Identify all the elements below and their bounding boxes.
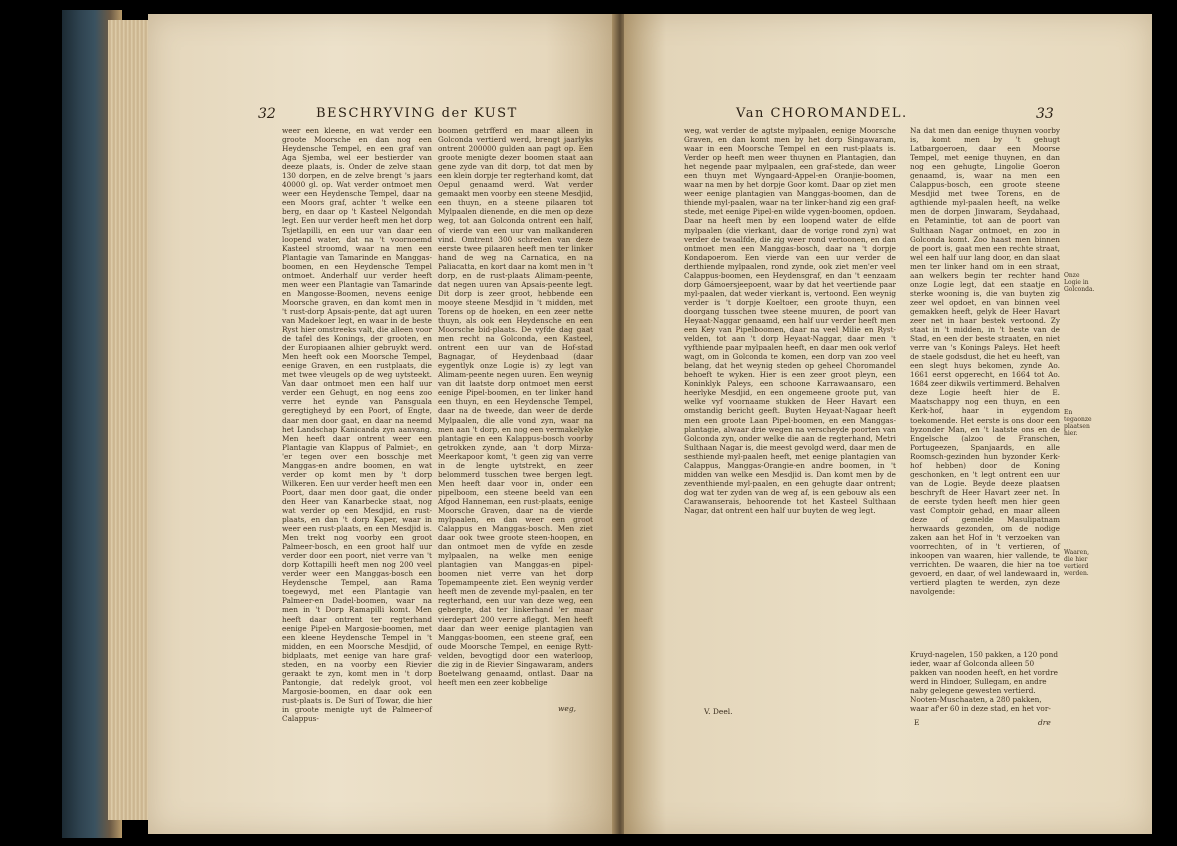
margin-note-1: Onze Logie in Golconda. bbox=[1064, 272, 1095, 293]
left-catchword: weg, bbox=[558, 704, 577, 713]
right-column-2 bbox=[910, 126, 1060, 646]
page-edges bbox=[108, 20, 150, 820]
left-column-2-text: boomen getrfferd en maar alleen in Golconda vertierd werd, brengt jaarlyks ontrent 200000 gulden aan pagt op. Een groote menigte dezer boomen staat aan gene zyde van dit dorp, tot dat men by een klein dorpje ter regterhand komt, dat Oepul genaamd werd. Wat verder gemaakt men voorby een steene Mesdjid, een thuyn, en a steene pilaaren tot Mylpaalen dienende, en die men op deze weg, tot aan Golconda ontrent een half, of vierde van een uur van malkanderen vind. Omtrent 300 schreden van deze eerste twee pilaaren heeft men ter linker hand de weg na Carnatica, en na Paliacatta, en kort daar na komt men in 't dorp, en de rust-plaats Alimam-peente, dat negen uuren van Apsais-peente legt. Dit dorp is zeer groot, hebbende een mooye steene Mesdjid in 't midden, met Torens op de hoeken, en een zeer nette thuyn, als ook een Heydensche en een Moorsche bid-plaats. De vyfde dag gaat men recht na Golconda, een Kasteel, ontrent een uur van de Hof-stad Bagnagar, of Heydenbaad (daar eygentlyk onze Logie is) zy legt van Alimam-peente negen uuren. Een weynig van dit laatste dorp ontmoet men eerst eenige Pipel-boomen, en ter linker hand een thuyn, en een Heydensche Tempel, daar na de tweede, dan weer de derde Mylpaalen, die alle vond zyn, waar na men aan 't dorp, en nog een vermakelyke plantagie en een Kalappus-bosch voorby getrokken zynde, aan 't dorp Mirza-Meerkapoor komt, 't geen zig van verre in de lengte uytstrekt, en zeer belommerd tusschen twee bergen legt. Men heeft daar voor in, onder een pipelboom, een steene beeld van een Afgod Hanneman, een rust-plaats, eenige Moorsche Graven, daar na de vierde mylpaalen, en dan weer een groot Calappus en Manggas-bosch. Men ziet daar ook twee groote steen-hoopen, en dan ontmoet men de vyfde en zesde mylpaalen, na welke men eenige plantagien van Manggas-en pipel-boomen niet verre van het dorp Topemampeente ziet. Een weynig verder heeft men de zevende myl-paalen, en ter regterhand, een uur van deze weg, een gebergte, dat ter linkerhand 'er maar vierdepart 200 verre afleggt. Men heeft daar dan weer eenige plantagien van Manggas-boomen, een steene graf, een oude Moorsche Tempel, en eenige Rytt-velden, bevogtigd door een waterloop, die zig in de Rievier Singawaram, anders Boetelwang genaamd, ontlast. Daar na heeft men een zeer kobbelige bbox=[438, 126, 593, 687]
right-column-2-text: Na dat men dan eenige thuynen voorby is, komt men by 't gehugt Latbargoeroen, daar een Moorse Tempel, met eenige thuynen, en dan nog een gehugte, Lingolie Goeron genaamd, is, waar na men een Calappus-bosch, een groote steene Mesdjid met twee Torens, en de agthiende myl-paalen heeft, na welke men de dorpen Jinwaram, Seydahaad, en Petamintie, tot aan de poort van Sulthaan Nagar ontmoet, en zoo in Golconda komt. Zoo haast men binnen de poort is, gaat men een rechte straat, wel een half uur lang door, en dan slaat men ter linker hand om in een straat, aan welkers begin ter rechter hand onze Logie legt, dat een staatje en sterke wooning is, die van buyten zig zeer wel opdoet, en van binnen veel gemakken heeft, gelyk de Heer Havart zeer net in haar bestek vertoond. Zy staat in 't midden, in 't beste van de Stad, en een der beste straaten, en niet verre van 's Konings Paleys. Het heeft de staele godsdust, die het eu heeft, van een slegt huys bekomen, zynde Ao. 1661 eerst opgerecht, en 1664 tot Ao. 1684 zeer dikwils vertimmerd. Behalven deze Logie heeft hier de E. Maatschappy nog een thuyn, en een Kerk-hof, haar in eygendom toekomende. Het eerste is ons door een byzonder Man, en 't laatste ons en de Engelsche (alzoo de Franschen, Portugeezen, Spanjaards, en alle Roomsch-gezinden hun byzonder Kerk-hof hebben) door de Koning geschonken, en 't legt ontrent een uur van de Logie. Beyde deeze plaatsen beschryft de Heer Havart zeer net. In de eerste tyden heeft men hier geen vast Comptoir gehad, en maar alleen deze of gemelde Masulipatnam herwaards gezonden, om de nodige zaken aan het Hof in 't verzoeken van voorrechten, of in 't vertieren, of inkoopen van waaren, hier vallende, te verrichten. De waaren, die hier na toe gevoerd, en daar, of wel landewaard in, vertierd plagten te werden, zyn deze navolgende: bbox=[910, 126, 1060, 597]
signature-mark: V. Deel. bbox=[704, 707, 733, 716]
signature-letter: E bbox=[914, 718, 920, 727]
right-column-1-text: weg, wat verder de agtste mylpaalen, eenige Moorsche Graven, en dan komt men by het dorp Singawaram, waar in een Moorsche Tempel en een rust-plaats is. Verder op heeft men weer thuynen en Plantagien, dan het negende paar mylpaalen, een graf-stede, dan weer een thuyn met Wyngaard-Appel-en Oranjie-boomen, waar na men by het dorpje Goor komt. Daar op ziet men weer eenige plantagien van Manggas-boomen, dan de thiende myl-paalen, waar na ter linker-hand zig een graf-stede, met eenige Pipel-en wilde vygen-boomen, opdoen. Daar na heeft men by een loopend water de elfde mylpaalen (die vierkant, daar de vorige rond zyn) wat verder de twaalfde, die zig weer rond vertoonen, en dan ontmoet men een Manggas-bosch, daar na 't dorpje Kondapoerom. Een vierde van een uur verder de derthiende mylpaalen, rond zynde, ook ziet men'er veel Calappus-boomen, een Heydensgraf, en dan 't eenzaam dorp Gámoersjeepoent, waar by dat het veertiende paar myl-paalen, dat weder vierkant is, vertoond. Een weynig verder is 't dorpje Koeltoer, een groote thuyn, een doorgang tusschen twee steene muuren, de poort van Heyaat-Naggar genaamd, een half uur verder heeft men een Key van Pipelboomen, daar na veel Milie en Ryst-velden, tot aan 't dorp Heyaat-Naggar, daar men 't vyfthiende paar mylpaalen heeft, en daar men ook verlof wagt, om in Golconda te komen, een dorp van zoo veel belang, dat het weynig steden op geheel Choromandel behoeft te wyken. Hier is een zeer groot pleyn, een Koninklyk Paleys, een schoone Karrawaansaro, een heerlyke Mesdjid, en een ongemeene groote put, van welke vyf voornaame stukken de Heer Havart een omstandig bericht geeft. Buyten Heyaat-Nagaar heeft men een groote Laan Pipel-boomen, en een Manggas-plantagie, alwaar drie wegen na verscheyde poorten van Golconda zyn, onder welke die aan de regterhand, Metri Sulthaan Nagar is, die meest gevolgd werd, daar men de sesthiende myl-paalen heeft, met eenige plantagien van Calappus, Manggas-Orangie-en andre boomen, in 't midden van welke een Mesdjid is. Dan komt men by de zeventhiende myl-paalen, en een gehugte daar ontrent; dog wat ter zyden van de weg af, is een gebouw als een Carawanserais, behoorende tot het Kasteel Sulthaan Nagar, dat ontrent een half uur buyten de weg legt. bbox=[684, 126, 896, 515]
right-catchword: dre bbox=[1038, 718, 1051, 727]
left-page-number: 32 bbox=[258, 106, 276, 122]
right-column-1 bbox=[684, 126, 896, 706]
left-column-2 bbox=[438, 126, 593, 696]
goods-list bbox=[910, 650, 1060, 713]
right-running-head: Van CHOROMANDEL. bbox=[736, 106, 908, 121]
left-page bbox=[148, 14, 616, 834]
left-running-head: BESCHRYVING der KUST bbox=[316, 106, 518, 121]
goods-list-item-2: Nooten-Muschaaten, a 280 pakken, waar af'er 60 in deze stad, en het vor- bbox=[910, 695, 1051, 714]
goods-list-item-1: Kruyd-nagelen, 150 pakken, a 120 pond ieder, waar af Golconda alleen 50 pakken van nooden heeft, en het vordre werd in Hindoer, Sullegam, en andre naby gelegene gewesten vertierd. bbox=[910, 650, 1059, 696]
margin-note-2: En tegaonze plaatsen hier. bbox=[1064, 409, 1092, 437]
right-page-number: 33 bbox=[1036, 106, 1054, 122]
margin-note-3: Waaren, die hier vertierd werden. bbox=[1064, 549, 1089, 577]
left-column-1-text: weer een kleene, en wat verder een groote Moorsche en dan nog een Heydensche Tempel, en een graf van Aga Sjemba, wel eer bestierder van deeze plaats, is. Onder de zelve staan 130 dorpen, en de zelve brengt 's jaars 40000 gl. op. Wat verder ontmoet men weer een Heydensche Tempel, daar na een Moors graf, achter 't welke een berg, en daar op 't Kasteel Nelgondah legt. Een uur verder heeft men het dorp Tsjetlapilli, en een uur van daar een loopend water, dat na 't voornoemd Kasteel stroomd, waar na men een Plantagie van Tamarinde en Manggas-boomen, en een Heydensche Tempel ontmoet. Anderhalf uur verder heeft men weer een Plantagie van Tamarinde en Mangosse-Boomen, nevens eenige Moorsche graven, en dan komt men in 't rust-dorp Apsais-pente, dat agt uuren van Madekoer legt, en waar in de beste Ryst hier omstreeks valt, die alleen voor de tafel des Konings, der grooten, en der Europiaanen alhier gebruykt werd. Men heeft ook een Moorsche Tempel, eenige Graven, en een rustplaats, die met twee vleugels op de weg uytsteekt. Van daar ontmoet men een half uur verder een Gehugt, en nog eens zoo verre het eynde van Pansguala geregtigheyd by een Poort, of Engte, daar men door gaat, en daar na neemd het Landschap Kanicanda zyn aanvang. Men heeft daar ontrent weer een Plantagie van Klappus of Palmiet-, en 'er tegen over een bosschje met Manggas-en andre boomen, en wat verder op komt men by 't dorp Wilkeren. Een uur verder heeft men een Poort, daar men door gaat, die onder den Heer van Kanarbecke staat, nog wat verder op een Mesdjid, en rust-plaats, en dan 't dorp Kaper, waar in weer een rust-plaats, en een Mesdjid is. Men trekt nog voorby een groot Palmeer-bosch, en een groot half uur verder door een poort, niet verre van 't dorp Kottapilli heeft men nog 200 veel verder weer een Manggas-bosch een Heydensche Tempel, aan Rama toegewyd, met een Plantagie van Palmeer-en Dadel-boomen, waar na men in 't Dorp Ramapilli komt. Men heeft daar ontrent ter regterhand eenige Pipel-en Margosie-boomen, met een kleene Heydensche Tempel in 't midden, en een Moorsche Mesdjid, of bidplaats, met eenige van hare graf-steden, en na voorby een Rievier geraakt te zyn, komt men in 't dorp Pantongie, dat redelyk groot, vol Margosie-boomen, en daar ook een rust-plaats is. De Suri of Towar, die hier in groote menigte uyt de Palmeer-of Calappus- bbox=[282, 126, 432, 724]
right-page bbox=[624, 14, 1152, 834]
left-column-1 bbox=[282, 126, 432, 724]
